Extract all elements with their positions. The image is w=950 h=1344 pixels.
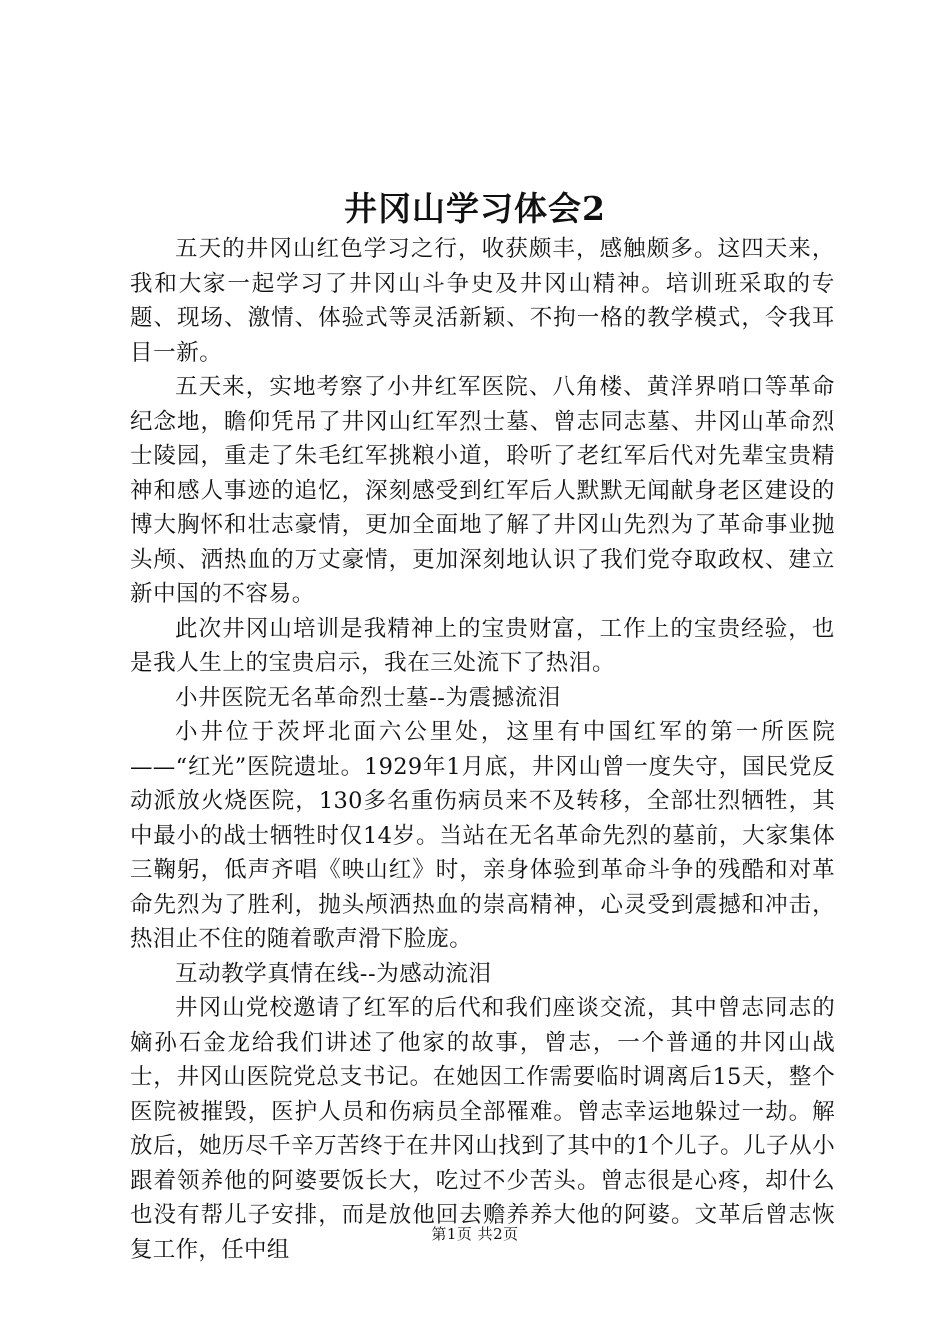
section-heading-xiaojing: 小井医院无名革命烈士墓--为震撼流泪 xyxy=(175,684,562,711)
page-title: 井冈山学习体会2 xyxy=(344,189,606,228)
document-body xyxy=(130,232,835,1267)
paragraph-zengzhi: 井冈山党校邀请了红军的后代和我们座谈交流，其中曾志同志的嫡孙石金龙给我们讲述了他家的故事，曾志，一个普通的井冈山战士，井冈山医院党总支书记。在她因工作需要临时调离后15天，整个医院被摧毁，医护人员和伤病员全部罹难。曾志幸运地躲过一劫。解放后，她历尽千辛万苦终于在井冈山找到了其中的1个儿子。儿子从小跟着领养他的阿婆要饭长大，吃过不少苦头。曾志很是心疼，却什么也没有帮儿子安排，而是放他回去赡养养大他的阿婆。文革后曾志恢复工作，任中组 xyxy=(130,995,835,1263)
paragraph-intro: 五天的井冈山红色学习之行，收获颇丰，感触颇多。这四天来，我和大家一起学习了井冈山斗争史及井冈山精神。培训班采取的专题、现场、激情、体验式等灵活新颖、不拘一格的教学模式，令我耳目一新。 xyxy=(130,236,835,366)
section-heading-interactive: 互动教学真情在线--为感动流泪 xyxy=(175,960,492,987)
page-footer: 第1页 共2页 xyxy=(431,1225,519,1243)
paragraph-visits: 五天来，实地考察了小井红军医院、八角楼、黄洋界哨口等革命纪念地，瞻仰凭吊了井冈山红军烈士墓、曾志同志墓、井冈山革命烈士陵园，重走了朱毛红军挑粮小道，聆听了老红军后代对先辈宝贵精神和感人事迹的追忆，深刻感受到红军后人默默无闻献身老区建设的博大胸怀和壮志豪情，更加全面地了解了井冈山先烈为了革命事业抛头颅、洒热血的万丈豪情，更加深刻地认识了我们党夺取政权、建立新中国的不容易。 xyxy=(130,374,835,607)
paragraph-summary: 此次井冈山培训是我精神上的宝贵财富，工作上的宝贵经验，也是我人生上的宝贵启示，我在三处流下了热泪。 xyxy=(130,615,835,676)
paragraph-xiaojing: 小井位于茨坪北面六公里处，这里有中国红军的第一所医院——“红光”医院遗址。1929年1月底，井冈山曾一度失守，国民党反动派放火烧医院，130多名重伤病员来不及转移，全部壮烈牺牲，其中最小的战士牺牲时仅14岁。当站在无名革命先烈的墓前，大家集体三鞠躬，低声齐唱《映山红》时，亲身体验到革命斗争的残酷和对革命先烈为了胜利，抛头颅洒热血的崇高精神，心灵受到震撼和冲击，热泪止不住的随着歌声滑下脸庞。 xyxy=(130,719,835,952)
